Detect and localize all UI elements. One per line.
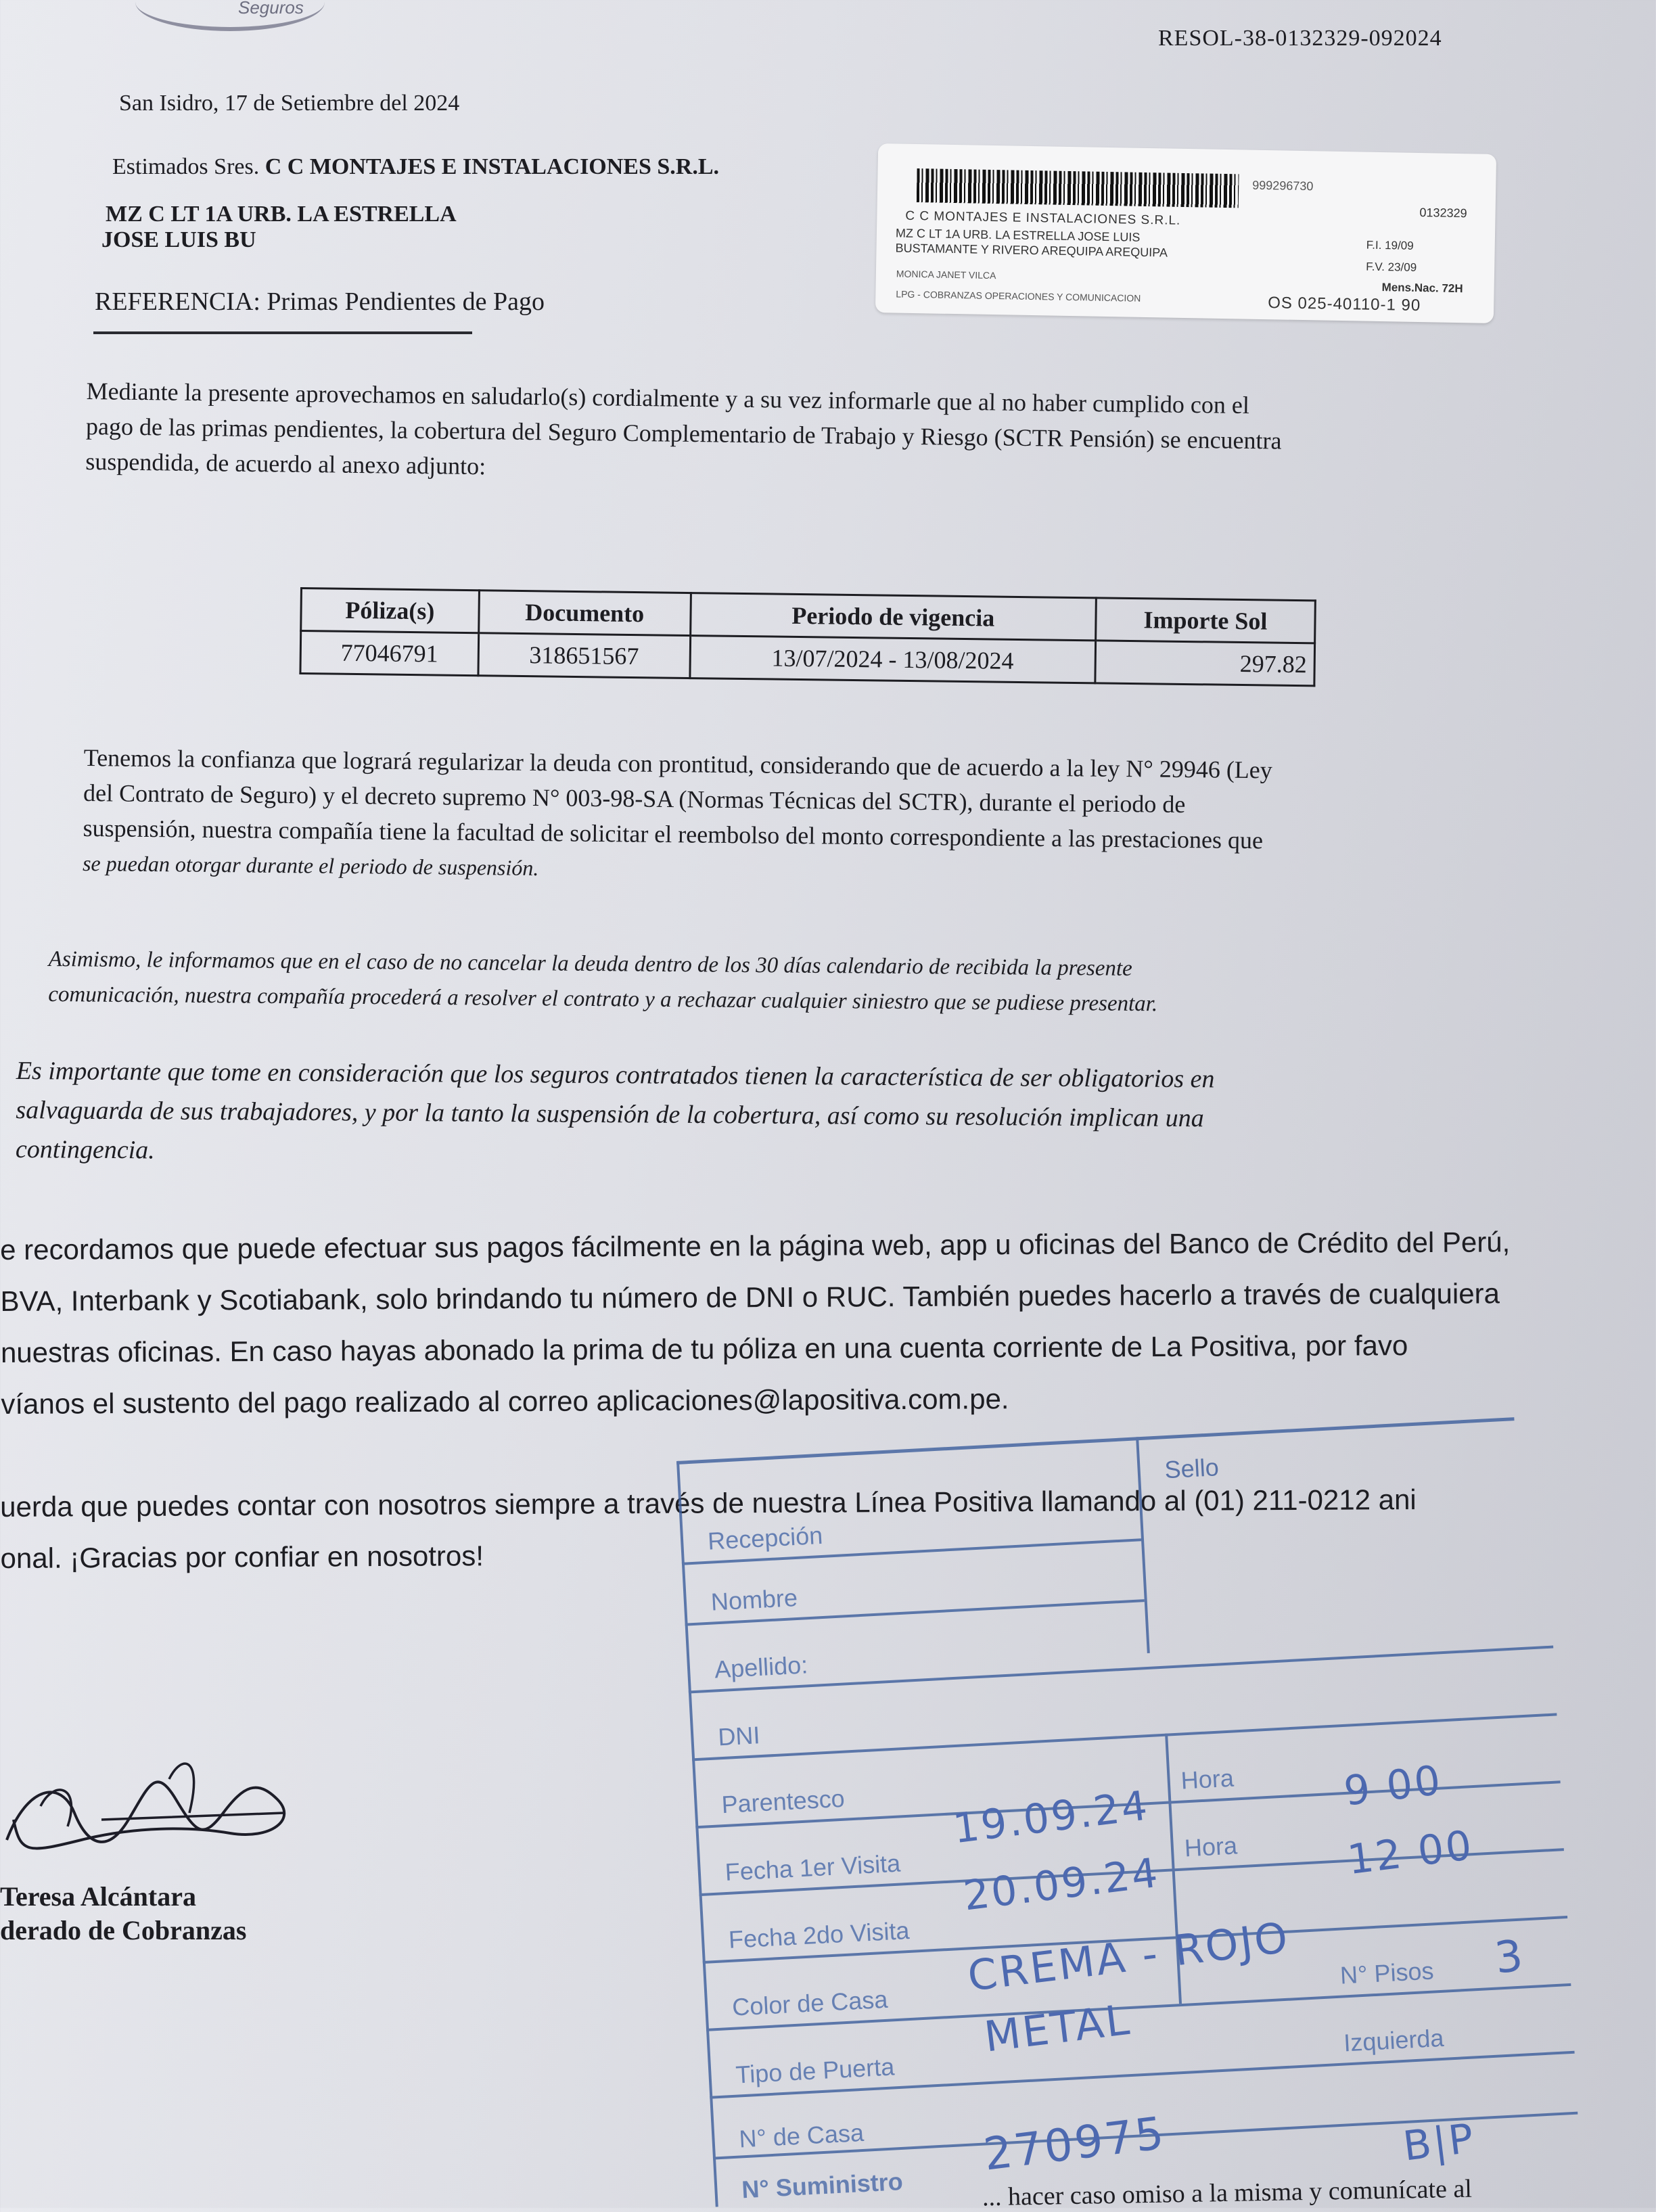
text-line: e recordamos que puede efectuar sus pagos fácilmente en la página web, app u oficinas del Banco de Crédito del Perú, (0, 1226, 1511, 1266)
label-os-number: OS 025-40110-1 90 (1267, 294, 1421, 315)
handwritten-supply-number: 270975 (980, 2106, 1169, 2181)
text-line: suspendida, de acuerdo al anexo adjunto: (85, 447, 486, 480)
paragraph-importance (16, 1051, 1215, 1177)
label-name: C C MONTAJES E INSTALACIONES S.R.L. (905, 208, 1181, 228)
handwritten-hour-2: 12 00 (1345, 1821, 1477, 1885)
stamp-seal-label: Sello (1164, 1453, 1220, 1484)
handwritten-initials: B|P (1400, 2115, 1478, 2171)
text-line: se puedan otorgar durante el periodo de suspensión. (82, 850, 539, 881)
stamp-field-label: Fecha 2do Visita (728, 1916, 911, 1954)
label-code: 0132329 (1419, 206, 1467, 221)
text-line: Tenemos la confianza que logrará regularizar la deuda con prontitud, considerando que de acuerdo a la ley N° 29946 (Ley (83, 743, 1272, 784)
greeting (112, 154, 719, 180)
text-line: onal. ¡Gracias por confiar en nosotros! (0, 1540, 484, 1574)
column-header: Póliza(s) (301, 589, 479, 633)
greeting-prefix: Estimados Sres. (112, 154, 260, 179)
handwritten-hour-1: 9 00 (1341, 1756, 1445, 1816)
footer-text: ... hacer caso omiso a la misma y comunícate al (982, 2174, 1473, 2212)
policy-table (299, 587, 1316, 687)
handwritten-door-type: METAL (982, 1994, 1134, 2062)
text-line: víanos el sustento del pago realizado al correo aplicaciones@lapositiva.com.pe. (1, 1383, 1009, 1420)
text-line: suspensión, nuestra compañía tiene la facultad de solicitar el reembolso del monto correspondiente a las prestaciones que (83, 814, 1264, 854)
text-line: uerda que puedes contar con nosotros siempre a través de nuestra Línea Positiva llamando al (01) 211-0212 ani (0, 1483, 1417, 1523)
company-name: C C MONTAJES E INSTALACIONES S.R.L. (264, 154, 720, 179)
stamp-field-label: Fecha 1er Visita (724, 1849, 902, 1887)
company-logo-text: Seguros (238, 0, 304, 18)
label-address-2: BUSTAMANTE Y RIVERO AREQUIPA AREQUIPA (895, 241, 1168, 260)
stamp-row (689, 1646, 1553, 1694)
delivery-stamp (676, 1412, 1656, 2207)
text-line: pago de las primas pendientes, la cobertura del Seguro Complementario de Trabajo y Riesgo (SCTR Pensión) se encuentra (85, 412, 1282, 455)
stamp-field-label: Hora (1183, 1831, 1238, 1862)
stamp-field-label: Recepción (707, 1521, 824, 1555)
coverage-period: 13/07/2024 - 13/08/2024 (690, 636, 1096, 683)
label-address-1: MZ C LT 1A URB. LA ESTRELLA JOSE LUIS (895, 226, 1141, 244)
handwritten-signature-icon (0, 1738, 311, 1887)
label-agent: MONICA JANET VILCA (896, 268, 996, 281)
text-line: comunicación, nuestra compañía procederá a resolver el contrato y a rechazar cualquier siniestro que se pudiese presentar. (48, 982, 1158, 1017)
reference-line: REFERENCIA: Primas Pendientes de Pago (95, 287, 545, 316)
text-line: Es importante que tome en consideración que los seguros contratados tienen la característica de ser obligatorios en (16, 1056, 1215, 1094)
handwritten-floors: 3 (1492, 1931, 1528, 1984)
text-line: salvaguarda de sus trabajadores, y por la tanto la suspensión de la cobertura, así como su resolución implican una (16, 1095, 1204, 1133)
stamp-field-label: Nombre (710, 1583, 798, 1616)
letter-date: San Isidro, 17 de Setiembre del 2024 (119, 91, 460, 116)
signer-name: Teresa Alcántara (0, 1881, 196, 1912)
stamp-field-label: Izquierda (1343, 2023, 1445, 2057)
resolution-number: RESOL-38-0132329-092024 (1158, 26, 1442, 51)
document-number: 318651567 (478, 633, 691, 678)
label-fi: F.I. 19/09 (1366, 238, 1414, 252)
text-line: contingencia. (15, 1134, 155, 1165)
barcode-icon (917, 168, 1239, 208)
stamp-field-label: Tipo de Puerta (735, 2052, 896, 2089)
stamp-field-label: Hora (1180, 1764, 1235, 1795)
stamp-field-label: Apellido: (714, 1651, 809, 1684)
address-line-2: JOSE LUIS BU (101, 227, 256, 252)
text-line: Asimismo, le informamos que en el caso de no cancelar la deuda dentro de los 30 días calendario de recibida la presente (48, 946, 1132, 981)
stamp-field-label: DNI (717, 1721, 761, 1751)
paragraph-cancellation (48, 942, 1158, 1021)
policy-number: 77046791 (300, 631, 478, 676)
text-line: del Contrato de Seguro) y el decreto supremo N° 003-98-SA (Normas Técnicas del SCTR), durante el periodo de (83, 779, 1186, 819)
handwritten-visit-date-2: 20.09.24 (961, 1849, 1162, 1920)
column-header: Documento (478, 591, 691, 636)
paragraph-payment (0, 1216, 1511, 1430)
column-header: Periodo de vigencia (690, 593, 1096, 641)
address-line-1: MZ C LT 1A URB. LA ESTRELLA (106, 202, 457, 227)
stamp-divider (1136, 1437, 1150, 1653)
stamp-field-label: N° Suministro (741, 2167, 904, 2204)
column-header: Importe Sol (1096, 598, 1316, 643)
mailing-label (875, 143, 1496, 323)
label-fv: F.V. 23/09 (1366, 260, 1417, 274)
stamp-field-label: N° de Casa (738, 2118, 865, 2153)
stamp-row (692, 1713, 1557, 1761)
stamp-field-label: Parentesco (720, 1784, 846, 1819)
paragraph-intro (85, 373, 1521, 497)
stamp-field-label: N° Pisos (1339, 1956, 1435, 1989)
amount-due: 297.82 (1095, 641, 1315, 686)
stamp-border (676, 1461, 718, 2207)
reference-underline (93, 331, 472, 334)
handwritten-house-color: CREMA - ROJO (965, 1912, 1293, 2001)
paragraph-legal (83, 740, 1272, 893)
signer-role: derado de Cobranzas (0, 1915, 247, 1945)
label-mens: Mens.Nac. 72H (1381, 281, 1463, 296)
handwritten-visit-date-1: 19.09.24 (950, 1782, 1152, 1853)
stamp-field-label: Color de Casa (731, 1985, 889, 2021)
barcode-number: 999296730 (1252, 178, 1314, 193)
text-line: BVA, Interbank y Scotiabank, solo brindando tu número de DNI o RUC. También puedes hacerlo a través de cualquiera (0, 1277, 1500, 1317)
label-department: LPG - COBRANZAS OPERACIONES Y COMUNICACION (896, 288, 1141, 304)
text-line: nuestras oficinas. En caso hayas abonado la prima de tu póliza en una cuenta corriente de La Positiva, por favo (0, 1329, 1408, 1368)
text-line: Mediante la presente aprovechamos en saludarlo(s) cordialmente y a su vez informarle que al no haber cumplido con el (86, 377, 1250, 419)
